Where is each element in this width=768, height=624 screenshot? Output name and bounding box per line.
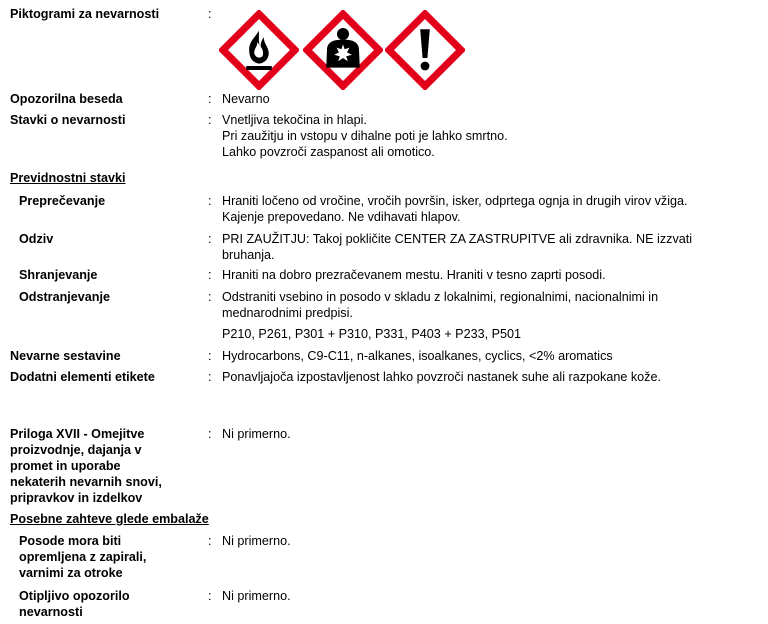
precautionary-heading: Previdnostni stavki xyxy=(10,171,126,185)
child-closures-label-line: varnimi za otroke xyxy=(19,566,123,580)
signal-word-label: Opozorilna beseda xyxy=(10,92,123,106)
response-colon: : xyxy=(208,232,212,246)
response-label: Odziv xyxy=(19,232,54,246)
disposal-colon: : xyxy=(208,290,212,304)
hazardous-components-value: Hydrocarbons, C9-C11, n-alkanes, isoalkanes, cyclics, <2% aromatics xyxy=(222,349,613,363)
annex-xvii-label-line: proizvodnje, dajanja v xyxy=(10,443,142,457)
storage-colon: : xyxy=(208,268,212,282)
tactile-warning-label-line: nevarnosti xyxy=(19,605,83,619)
exclamation-mark-icon xyxy=(385,10,465,90)
disposal-line: Odstraniti vsebino in posodo v skladu z lokalnimi, regionalnimi, nacionalnimi in xyxy=(222,290,659,304)
health-hazard-icon xyxy=(303,10,383,90)
child-closures-value: Ni primerno. xyxy=(222,534,291,548)
response-line: PRI ZAUŽITJU: Takoj pokličite CENTER ZA ZASTRUPITVE ali zdravnika. NE izzvati xyxy=(222,232,693,246)
storage-line: Hraniti na dobro prezračevanem mestu. Hraniti v tesno zaprti posodi. xyxy=(222,268,606,282)
flame-icon xyxy=(219,10,299,90)
child-closures-label-line: Posode mora biti xyxy=(19,534,122,548)
prevention-colon: : xyxy=(208,194,212,208)
prevention-line: Hraniti ločeno od vročine, vročih površin, isker, odprtega ognja in drugih virov vžiga. xyxy=(222,194,688,208)
pictograms-colon: : xyxy=(208,7,212,21)
storage-label: Shranjevanje xyxy=(19,268,98,282)
precautionary-codes: P210, P261, P301 + P310, P331, P403 + P233, P501 xyxy=(222,327,521,341)
hazardous-components-label: Nevarne sestavine xyxy=(10,349,121,363)
disposal-line: mednarodnimi predpisi. xyxy=(222,306,353,320)
annex-xvii-label-line: nekaterih nevarnih snovi, xyxy=(10,475,162,489)
tactile-warning-value: Ni primerno. xyxy=(222,589,291,603)
supplemental-value: Ponavljajoča izpostavljenost lahko povzroči nastanek suhe ali razpokane kože. xyxy=(222,370,661,384)
child-closures-colon: : xyxy=(208,534,212,548)
annex-xvii-label-line: promet in uporabe xyxy=(10,459,121,473)
response-line: bruhanja. xyxy=(222,248,275,262)
disposal-label: Odstranjevanje xyxy=(19,290,110,304)
pictograms-label: Piktogrami za nevarnosti xyxy=(10,7,160,21)
signal-word-colon: : xyxy=(208,92,212,106)
hazard-statement-line: Lahko povzroči zaspanost ali omotico. xyxy=(222,145,435,159)
annex-xvii-label-line: Priloga XVII - Omejitve xyxy=(10,427,145,441)
supplemental-colon: : xyxy=(208,370,212,384)
hazardous-components-colon: : xyxy=(208,349,212,363)
prevention-label: Preprečevanje xyxy=(19,194,106,208)
child-closures-label-line: opremljena z zapirali, xyxy=(19,550,147,564)
supplemental-label: Dodatni elementi etikete xyxy=(10,370,155,384)
prevention-line: Kajenje prepovedano. Ne vdihavati hlapov. xyxy=(222,210,461,224)
packaging-heading: Posebne zahteve glede embalaže xyxy=(10,512,209,526)
annex-xvii-label-line: pripravkov in izdelkov xyxy=(10,491,143,505)
annex-xvii-colon: : xyxy=(208,427,212,441)
hazard-statements-label: Stavki o nevarnosti xyxy=(10,113,126,127)
hazard-statements-colon: : xyxy=(208,113,212,127)
tactile-warning-label-line: Otipljivo opozorilo xyxy=(19,589,130,603)
signal-word-value: Nevarno xyxy=(222,92,270,106)
hazard-statement-line: Pri zaužitju in vstopu v dihalne poti je lahko smrtno. xyxy=(222,129,508,143)
hazard-statement-line: Vnetljiva tekočina in hlapi. xyxy=(222,113,367,127)
tactile-warning-colon: : xyxy=(208,589,212,603)
annex-xvii-value: Ni primerno. xyxy=(222,427,291,441)
